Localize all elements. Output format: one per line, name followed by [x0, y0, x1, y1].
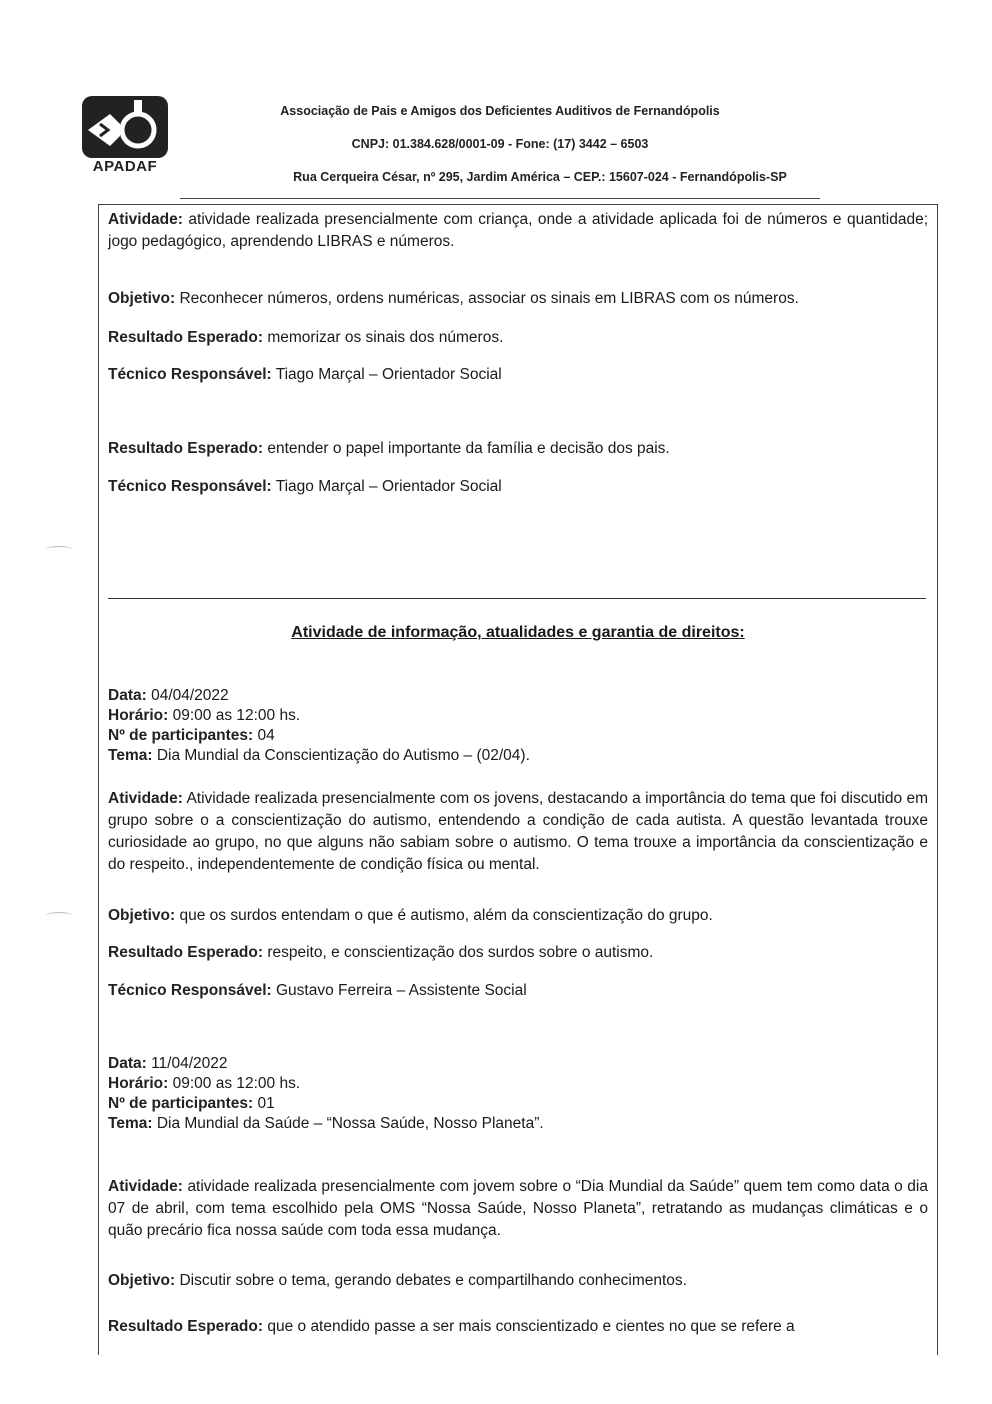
event2-tema: Tema: Dia Mundial da Saúde – “Nossa Saúde, Nosso Planeta”. — [108, 1115, 544, 1132]
block1-resultado: Resultado Esperado: memorizar os sinais dos números. — [108, 329, 504, 346]
event1-resultado: Resultado Esperado: respeito, e conscientização dos surdos sobre o autismo. — [108, 944, 654, 961]
event1-horario: Horário: 09:00 as 12:00 hs. — [108, 707, 301, 724]
block1-tecnico: Técnico Responsável: Tiago Marçal – Orientador Social — [108, 366, 502, 383]
event1-objetivo: Objetivo: que os surdos entendam o que é autismo, além da conscientização do grupo. — [108, 907, 713, 924]
event2-participantes: Nº de participantes: 01 — [108, 1095, 275, 1112]
address: Rua Cerqueira César, nº 295, Jardim América – CEP.: 15607-024 - Fernandópolis-SP — [293, 170, 787, 184]
block1-objetivo: Objetivo: Reconhecer números, ordens numéricas, associar os sinais em LIBRAS com os números. — [108, 290, 799, 307]
event1-meta — [108, 686, 928, 766]
event1-tecnico: Técnico Responsável: Gustavo Ferreira – Assistente Social — [108, 982, 527, 999]
event1-atividade: Atividade: Atividade realizada presencialmente com os jovens, destacando a importância do tema que foi discutido em grupo sobre o a conscientização do autismo, entendendo a condição de cada autista. A questão levantada trouxe curiosidade ao grupo, no que alguns não sabiam sobre o autismo. O tema trouxe a importância da conscientização e do respeito., independentemente de condição física ou mental. — [108, 790, 928, 873]
scan-mark — [46, 912, 72, 919]
block2-tecnico: Técnico Responsável: Tiago Marçal – Orientador Social — [108, 478, 502, 495]
logo-text: APADAF — [92, 158, 158, 175]
block2-resultado: Resultado Esperado: entender o papel importante da família e decisão dos pais. — [108, 440, 670, 457]
logo-emblem-icon — [80, 94, 170, 160]
event2-atividade: Atividade: atividade realizada presencialmente com jovem sobre o “Dia Mundial da Saúde” quem tem como data o dia 07 de abril, com tema escolhido pela OMS “Nossa Saúde, Nosso Planeta”, retratando as mudanças climáticas e o quão precário fica nossa saúde com toda essa mudança. — [108, 1178, 928, 1239]
event2-meta — [108, 1054, 928, 1134]
section-title: Atividade de informação, atualidades e garantia de direitos: — [291, 624, 745, 641]
header-divider — [180, 198, 820, 199]
scan-mark — [46, 546, 72, 553]
event2-data: Data: 11/04/2022 — [108, 1055, 228, 1072]
event1-data: Data: 04/04/2022 — [108, 687, 229, 704]
event2-resultado: Resultado Esperado: que o atendido passe a ser mais conscientizado e cientes no que se refere a — [108, 1318, 795, 1335]
section-divider — [108, 598, 926, 599]
cnpj-phone: CNPJ: 01.384.628/0001-09 - Fone: (17) 3442 – 6503 — [351, 137, 649, 151]
event2-objetivo: Objetivo: Discutir sobre o tema, gerando debates e compartilhando conhecimentos. — [108, 1272, 687, 1289]
apadaf-logo — [80, 94, 170, 175]
event2-horario: Horário: 09:00 as 12:00 hs. — [108, 1075, 301, 1092]
block1-atividade: Atividade: atividade realizada presencialmente com criança, onde a atividade aplicada foi de números e quantidade; jogo pedagógico, aprendendo LIBRAS e números. — [108, 211, 929, 250]
org-name: Associação de Pais e Amigos dos Deficientes Auditivos de Fernandópolis — [280, 104, 720, 118]
event1-tema: Tema: Dia Mundial da Conscientização do Autismo – (02/04). — [108, 747, 530, 764]
event1-participantes: Nº de participantes: 04 — [108, 727, 275, 744]
